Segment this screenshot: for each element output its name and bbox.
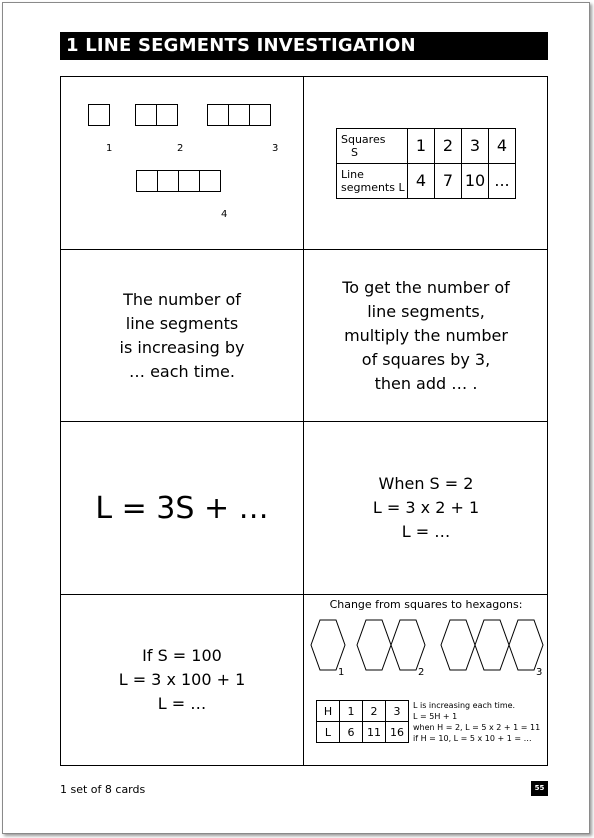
text-line: line segments	[125, 313, 239, 333]
hexagon-figures	[304, 610, 548, 680]
table-cell: 2	[363, 701, 386, 722]
hexagon-table	[316, 700, 409, 743]
hexagon-shape	[441, 620, 475, 670]
note-line: when H = 2, L = 5 x 2 + 1 = 11	[413, 723, 541, 732]
figure-label-4: 4	[221, 209, 228, 220]
squares-figure-2	[135, 104, 178, 126]
text-line: L = 3 x 2 + 1	[372, 498, 480, 517]
row-header-squares	[337, 128, 408, 163]
card-formula	[61, 422, 303, 594]
square-shape	[249, 104, 271, 126]
square-shape	[88, 104, 110, 126]
page-number: 55	[531, 781, 548, 796]
table-cell: 1	[408, 128, 435, 163]
header-sub-text: segments L	[341, 180, 405, 194]
card-increasing-by	[61, 250, 303, 421]
squares-figure-1	[88, 104, 110, 126]
text-line: If S = 100	[142, 646, 222, 665]
text-line: is increasing by	[119, 337, 245, 357]
table-cell: 2	[435, 128, 462, 163]
text-line: To get the number of	[342, 277, 510, 297]
table-cell: 6	[340, 722, 363, 743]
table-cell: 16	[386, 722, 409, 743]
text-line: line segments,	[367, 301, 485, 321]
text-line: multiply the number	[344, 325, 508, 345]
square-shape	[156, 104, 178, 126]
table-row	[337, 163, 516, 198]
square-shape	[178, 170, 200, 192]
card-text	[120, 288, 245, 384]
square-shape	[228, 104, 250, 126]
note-line: L = 5H + 1	[413, 712, 458, 721]
square-shape	[199, 170, 221, 192]
header-sub-text: S	[351, 145, 358, 159]
table-row	[337, 128, 516, 163]
note-line: if H = 10, L = 5 x 10 + 1 = …	[413, 734, 532, 743]
note-line: L is increasing each time.	[413, 701, 516, 710]
squares-figure-4	[136, 170, 221, 192]
header-text: Line	[341, 167, 364, 181]
hexagon-label-1: 1	[338, 667, 345, 678]
page-title: 1 LINE SEGMENTS INVESTIGATION	[60, 32, 548, 60]
text-line: … each time.	[128, 361, 235, 381]
hexagon-shape	[509, 620, 543, 670]
table-cell: 7	[435, 163, 462, 198]
table-cell: H	[317, 701, 340, 722]
card-if-s-100	[61, 595, 303, 765]
table-cell: ...	[489, 163, 516, 198]
hexagon-label-2: 2	[418, 667, 425, 678]
hexagon-shape	[475, 620, 509, 670]
square-shape	[207, 104, 229, 126]
squares-figure-3	[207, 104, 271, 126]
hexagon-label-3: 3	[536, 667, 543, 678]
text-line: then add … .	[374, 373, 478, 393]
text-line: L = 3 x 100 + 1	[118, 670, 246, 689]
text-line: L = …	[157, 694, 207, 713]
table-cell: 4	[489, 128, 516, 163]
table-cell: 11	[363, 722, 386, 743]
card-text	[342, 276, 510, 396]
figure-label-2: 2	[177, 143, 184, 154]
header-text: Squares	[341, 132, 386, 146]
text-line: L = …	[401, 522, 451, 541]
hexagon-heading: Change from squares to hexagons:	[329, 598, 523, 611]
table-cell: L	[317, 722, 340, 743]
squares-segments-table	[336, 128, 516, 199]
card-rule-description	[304, 250, 548, 421]
square-shape	[157, 170, 179, 192]
text-line: The number of	[123, 289, 241, 309]
card-when-s-2	[304, 422, 548, 594]
text-line: When S = 2	[378, 474, 474, 493]
card-values-table	[304, 77, 548, 249]
square-shape	[136, 170, 158, 192]
table-cell: 4	[408, 163, 435, 198]
row-header-segments	[337, 163, 408, 198]
hexagon-notes	[413, 700, 540, 744]
card-text	[373, 472, 479, 544]
card-text	[119, 644, 246, 716]
table-row	[317, 722, 409, 743]
hexagon-shape	[391, 620, 425, 670]
table-cell: 10	[462, 163, 489, 198]
figure-label-1: 1	[106, 143, 113, 154]
footer-caption: 1 set of 8 cards	[60, 783, 146, 796]
hexagon-shape	[357, 620, 391, 670]
hexagon-shape	[311, 620, 345, 670]
formula-text: L = 3S + …	[95, 490, 269, 526]
table-row	[317, 701, 409, 722]
table-cell: 1	[340, 701, 363, 722]
text-line: of squares by 3,	[361, 349, 491, 369]
square-shape	[135, 104, 157, 126]
figure-label-3: 3	[272, 143, 279, 154]
table-cell: 3	[462, 128, 489, 163]
table-cell: 3	[386, 701, 409, 722]
